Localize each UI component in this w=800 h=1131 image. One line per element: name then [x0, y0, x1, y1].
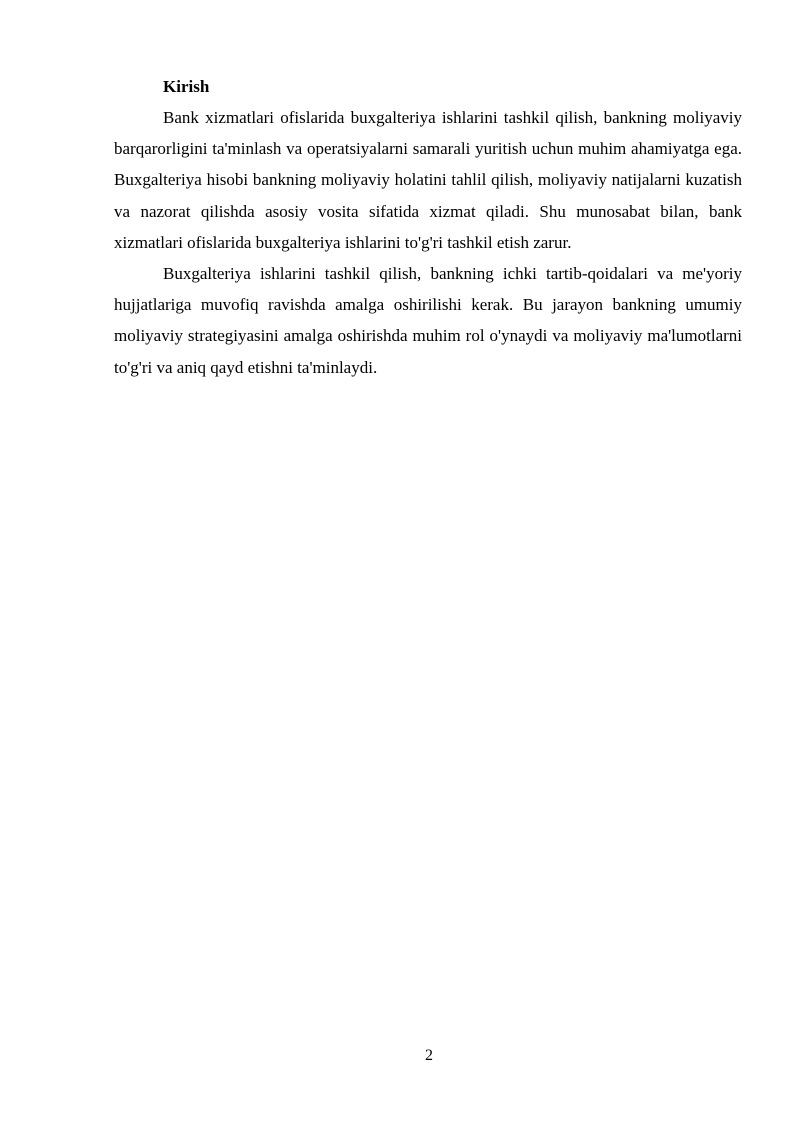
page-number: 2	[425, 1047, 433, 1064]
paragraph-2: Buxgalteriya ishlarini tashkil qilish, bankning ichki tartib-qoidalari va me'yoriy hujjatlariga muvofiq ravishda amalga oshirilishi kerak. Bu jarayon bankning umumiy moliyaviy strategiyasini amalga oshirishda muhim rol o'ynaydi va moliyaviy ma'lumotlarni to'g'ri va aniq qayd etishni ta'minlaydi.	[114, 264, 742, 377]
section-heading: Kirish	[163, 77, 210, 96]
paragraph-1: Bank xizmatlari ofislarida buxgalteriya ishlarini tashkil qilish, bankning moliyaviy barqarorligini ta'minlash va operatsiyalarni samarali yuritish uchun muhim ahamiyatga ega. Buxgalteriya hisobi bankning moliyaviy holatini tahlil qilish, moliyaviy natijalarni kuzatish va nazorat qilishda asosiy vosita sifatida xizmat qiladi. Shu munosabat bilan, bank xizmatlari ofislarida buxgalteriya ishlarini to'g'ri tashkil etish zarur.	[114, 108, 742, 252]
page-content	[114, 74, 742, 383]
